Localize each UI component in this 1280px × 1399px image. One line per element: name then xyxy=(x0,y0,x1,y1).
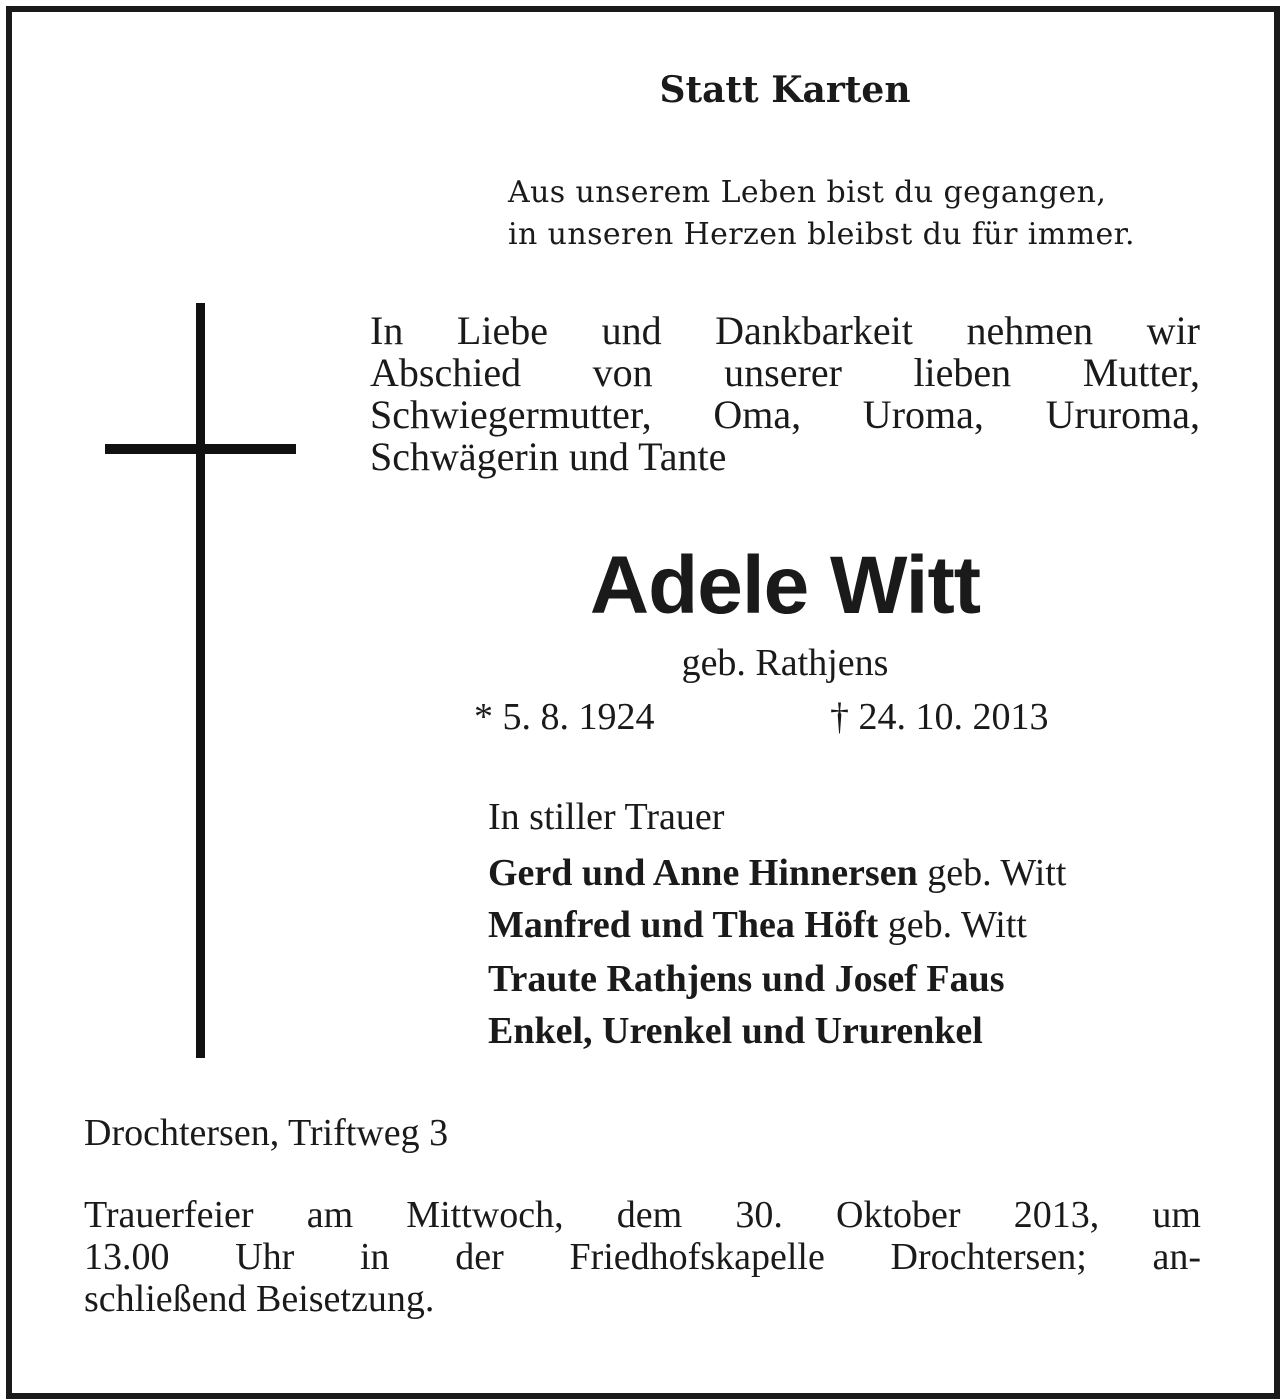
motto-line: Aus unserem Leben bist du gegangen, xyxy=(508,175,1107,210)
notice-heading: Statt Karten xyxy=(659,69,911,111)
service-line: Trauerfeier am Mittwoch, dem 30. Oktober 2013, um xyxy=(84,1194,1201,1236)
intro-paragraph xyxy=(370,310,1200,478)
mourner-line xyxy=(488,1008,983,1054)
mourner-line xyxy=(488,956,1005,1002)
intro-line: Schwiegermutter, Oma, Uroma, Ururoma, xyxy=(370,392,1200,437)
intro-line: Abschied von unserer lieben Mutter, xyxy=(370,350,1200,395)
mourning-line: In stiller Trauer xyxy=(488,796,725,838)
mourner-names: Gerd und Anne Hinnersen xyxy=(488,852,918,894)
mourner-names: Manfred und Thea Höft xyxy=(488,904,879,946)
service-paragraph xyxy=(84,1194,1201,1320)
mourner-names: Traute Rathjens und Josef Faus xyxy=(488,958,1005,1000)
death-date: † 24. 10. 2013 xyxy=(830,696,1049,738)
mourner-suffix: geb. Witt xyxy=(878,904,1027,946)
address: Drochtersen, Triftweg 3 xyxy=(84,1112,449,1154)
service-line: 13.00 Uhr in der Friedhofskapelle Drochtersen; an- xyxy=(84,1236,1201,1278)
intro-line: In Liebe und Dankbarkeit nehmen wir xyxy=(370,308,1200,353)
service-line: schließend Beisetzung. xyxy=(84,1278,435,1320)
intro-line: Schwägerin und Tante xyxy=(370,434,727,479)
motto-line: in unseren Herzen bleibst du für immer. xyxy=(508,217,1135,252)
mourner-line xyxy=(488,850,1066,896)
birth-name: geb. Rathjens xyxy=(681,642,889,684)
cross-icon-beam xyxy=(105,444,296,454)
birth-date: * 5. 8. 1924 xyxy=(474,696,655,738)
mourner-line xyxy=(488,902,1027,948)
deceased-name: Adele Witt xyxy=(589,540,981,631)
motto-verse xyxy=(508,172,1135,256)
mourner-suffix: geb. Witt xyxy=(917,852,1067,894)
mourner-names: Enkel, Urenkel und Ururenkel xyxy=(488,1010,983,1052)
